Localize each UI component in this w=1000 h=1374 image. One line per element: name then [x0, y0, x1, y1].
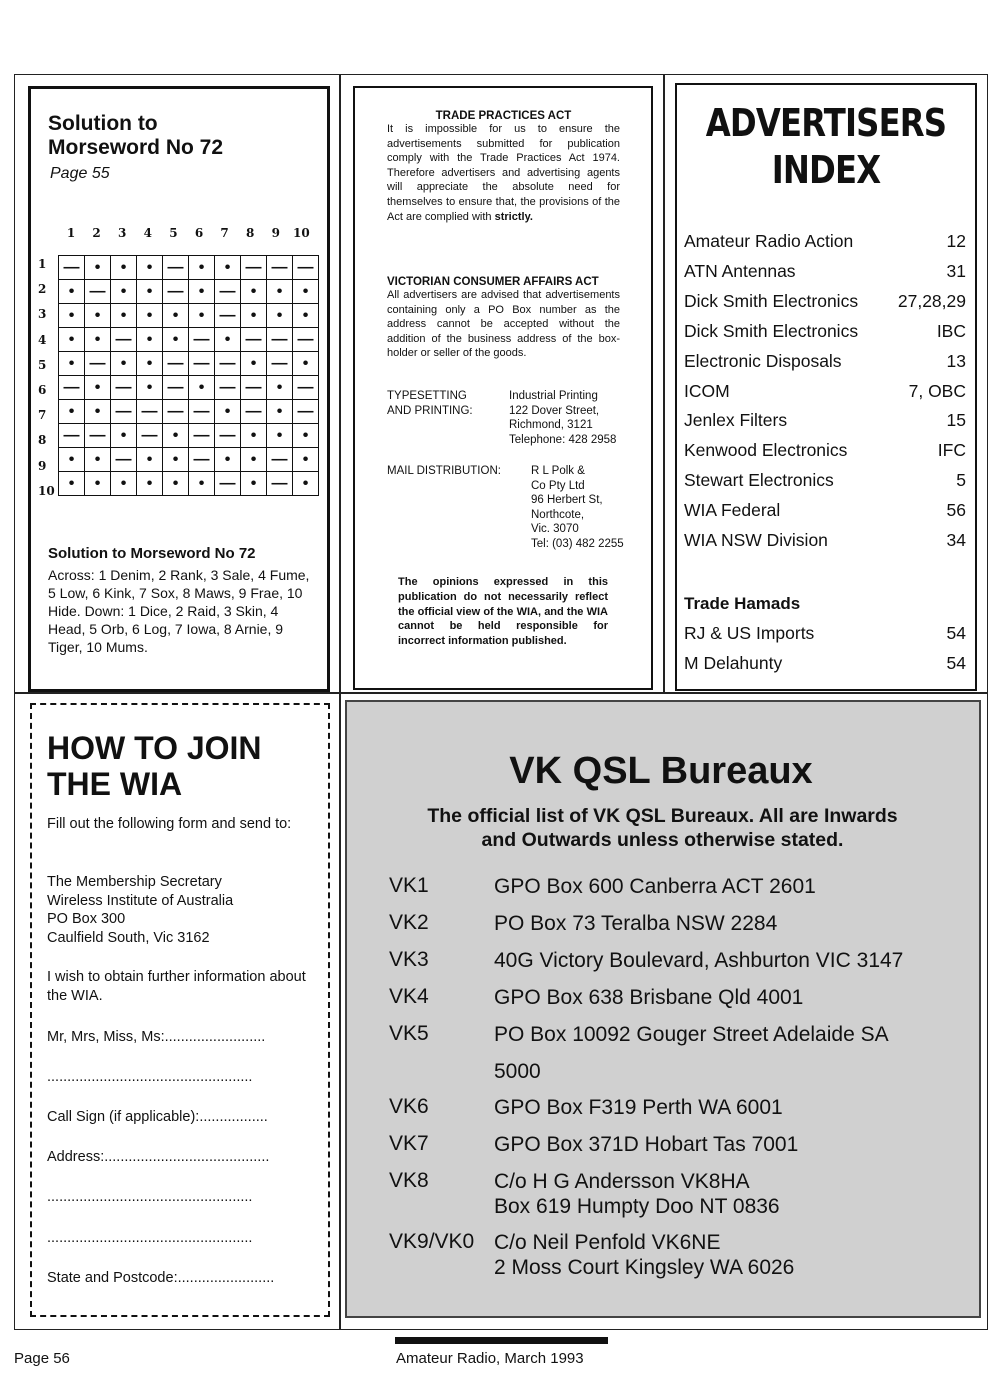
advertiser-name: Amateur Radio Action: [684, 231, 854, 251]
footer-magazine: Amateur Radio, March 1993: [396, 1350, 584, 1367]
grid-row-number: 4: [38, 332, 47, 347]
grid-cell: —: [111, 376, 137, 400]
morseword-page-ref: Page 55: [50, 165, 110, 182]
qsl-callsign-prefix: VK5: [389, 1022, 429, 1045]
qsl-title: VK QSL Bureaux: [509, 750, 813, 792]
grid-cell: —: [215, 376, 241, 400]
grid-cell: —: [85, 424, 111, 448]
footer-page-number: Page 56: [14, 1350, 70, 1367]
grid-cell: —: [241, 376, 267, 400]
grid-cell: •: [59, 328, 85, 352]
name-field-continued[interactable]: ...................................................: [47, 1069, 253, 1085]
grid-col-number: 2: [92, 226, 101, 240]
advertiser-row: [684, 231, 966, 252]
advertiser-name: M Delahunty: [684, 653, 783, 673]
advertiser-name: Dick Smith Electronics: [684, 290, 859, 311]
hamad-row: [684, 653, 966, 674]
grid-row: [59, 448, 319, 472]
consumer-affairs-text: All advertisers are advised that advertisements containing only a PO Box number as the address cannot be accepted without the addition of the business address of the box-holder or seller of the goods.: [387, 289, 620, 360]
grid-cell: •: [59, 400, 85, 424]
mail-line: 96 Herbert St,: [531, 494, 603, 507]
grid-cell: •: [59, 280, 85, 304]
advertiser-name: ICOM: [684, 380, 730, 401]
qsl-address: C/o H G Andersson VK8HA: [494, 1170, 750, 1193]
grid-cell: —: [137, 400, 163, 424]
qsl-callsign-prefix: VK8: [389, 1169, 429, 1192]
grid-col-number: 6: [194, 226, 204, 240]
name-field[interactable]: Mr, Mrs, Miss, Ms:.........................: [47, 1029, 266, 1045]
qsl-address: GPO Box 371D Hobart Tas 7001: [494, 1133, 799, 1156]
grid-cell: —: [163, 280, 189, 304]
grid-cell: •: [137, 328, 163, 352]
grid-cell: —: [189, 424, 215, 448]
grid-cell: —: [293, 376, 319, 400]
qsl-subtitle: The official list of VK QSL Bureaux. All are Inwards and Outwards unless otherwise stated.: [427, 805, 898, 851]
advertiser-row: [684, 291, 966, 312]
qsl-callsign-prefix: VK9/VK0: [389, 1230, 475, 1253]
grid-cell: •: [163, 304, 189, 328]
grid-cell: —: [59, 424, 85, 448]
grid-cell: •: [111, 256, 137, 280]
advertiser-page: 54: [946, 653, 966, 673]
advertiser-page: 34: [946, 530, 966, 550]
advertisers-title: ADVERTISERS INDEX: [705, 101, 947, 192]
grid-cell: —: [215, 472, 241, 496]
grid-cell: •: [163, 424, 189, 448]
trade-hamads-heading: Trade Hamads: [684, 594, 801, 613]
grid-cell: •: [267, 400, 293, 424]
grid-cell: •: [137, 376, 163, 400]
grid-row-number: 9: [38, 458, 47, 473]
advertiser-page: 12: [946, 231, 966, 251]
grid-cell: —: [189, 400, 215, 424]
consumer-affairs-heading: VICTORIAN CONSUMER AFFAIRS ACT: [387, 276, 599, 288]
grid-col-number: 4: [143, 226, 152, 240]
qsl-address: PO Box 73 Teralba NSW 2284: [494, 912, 778, 935]
solution-heading: Solution to Morseword No 72: [48, 545, 256, 562]
grid-cell: •: [293, 448, 319, 472]
grid-cell: •: [293, 472, 319, 496]
mail-address: [531, 464, 624, 552]
grid-row: [59, 424, 319, 448]
grid-row-number: 10: [38, 483, 55, 498]
grid-cell: —: [59, 256, 85, 280]
membership-address-line: Caulfield South, Vic 3162: [47, 929, 210, 946]
join-intro: Fill out the following form and send to:: [47, 816, 292, 832]
grid-row-number: 2: [38, 282, 47, 297]
grid-cell: •: [163, 328, 189, 352]
morseword-grid: [58, 255, 319, 496]
grid-row: [59, 472, 319, 496]
qsl-address: GPO Box 600 Canberra ACT 2601: [494, 875, 816, 898]
trade-practices-heading: TRADE PRACTICES ACT: [435, 110, 572, 122]
grid-cell: —: [189, 352, 215, 376]
mail-line: Co Pty Ltd: [531, 479, 585, 492]
opinion-disclaimer: The opinions expressed in this publication do not necessarily reflect the official view of the WIA, and the WIA cannot be held responsible for incorrect information published.: [398, 576, 608, 648]
grid-cell: •: [59, 352, 85, 376]
grid-cell: •: [267, 304, 293, 328]
grid-cell: —: [163, 400, 189, 424]
grid-cell: •: [85, 448, 111, 472]
grid-cell: •: [241, 472, 267, 496]
qsl-callsign-prefix: VK7: [389, 1132, 429, 1155]
advertiser-page: 15: [946, 410, 966, 431]
grid-cell: •: [189, 280, 215, 304]
grid-row-number: 7: [38, 408, 47, 423]
advertiser-page: IBC: [936, 320, 966, 341]
footer-rule: [395, 1337, 608, 1344]
advertiser-page: 31: [946, 260, 966, 281]
grid-cell: —: [215, 280, 241, 304]
typesetting-line: 122 Dover Street,: [509, 404, 600, 417]
advertiser-row: [684, 440, 966, 461]
advertiser-row: [684, 381, 966, 402]
grid-col-number: 5: [169, 226, 178, 240]
qsl-callsign-prefix: VK4: [389, 985, 429, 1008]
grid-cell: —: [293, 400, 319, 424]
grid-cell: —: [215, 352, 241, 376]
qsl-callsign-prefix: VK1: [389, 874, 429, 897]
advertiser-name: RJ & US Imports: [684, 623, 815, 643]
grid-cell: —: [241, 256, 267, 280]
grid-cell: •: [85, 256, 111, 280]
grid-row-number: 1: [38, 257, 47, 271]
advertiser-name: Dick Smith Electronics: [684, 320, 859, 341]
grid-cell: •: [215, 256, 241, 280]
grid-cell: —: [111, 328, 137, 352]
callsign-field[interactable]: Call Sign (if applicable):.................: [47, 1109, 268, 1125]
grid-cell: —: [85, 280, 111, 304]
join-wish: I wish to obtain further information about the WIA.: [47, 969, 306, 1004]
qsl-callsign-prefix: VK6: [389, 1095, 429, 1118]
qsl-address: GPO Box 638 Brisbane Qld 4001: [494, 986, 804, 1009]
grid-col-number: 8: [246, 226, 255, 240]
grid-cell: •: [137, 280, 163, 304]
grid-row: [59, 304, 319, 328]
grid-cell: •: [137, 472, 163, 496]
typesetting-address: [509, 389, 616, 447]
grid-cell: •: [293, 280, 319, 304]
grid-cell: —: [59, 376, 85, 400]
advertiser-name: WIA Federal: [684, 500, 781, 521]
grid-row: [59, 400, 319, 424]
grid-cell: •: [241, 424, 267, 448]
membership-address-line: PO Box 300: [47, 911, 126, 927]
grid-cell: •: [267, 424, 293, 448]
grid-row: [59, 376, 319, 400]
grid-cell: —: [241, 328, 267, 352]
grid-col-number: 1: [66, 226, 76, 240]
grid-cell: —: [267, 448, 293, 472]
hamad-row: [684, 623, 966, 644]
grid-col-number: 7: [220, 226, 229, 240]
grid-cell: —: [137, 424, 163, 448]
grid-cell: •: [215, 328, 241, 352]
advertiser-row: [684, 261, 966, 282]
grid-cell: •: [85, 376, 111, 400]
qsl-address: PO Box 10092 Gouger Street Adelaide SA: [494, 1023, 889, 1046]
advertiser-row: [684, 530, 966, 551]
grid-cell: —: [267, 352, 293, 376]
mail-line: R L Polk &: [531, 465, 585, 477]
advertiser-name: ATN Antennas: [684, 260, 796, 281]
qsl-address: 2 Moss Court Kingsley WA 6026: [494, 1256, 795, 1279]
grid-cell: •: [85, 472, 111, 496]
grid-cell: •: [111, 352, 137, 376]
grid-col-number: 10: [293, 226, 310, 240]
grid-col-number: 3: [118, 226, 127, 240]
column-divider: [339, 74, 341, 1330]
advertiser-page: 54: [946, 623, 966, 643]
advertiser-page: 56: [946, 500, 966, 521]
grid-cell: •: [59, 472, 85, 496]
grid-cell: •: [241, 352, 267, 376]
grid-cell: —: [241, 400, 267, 424]
grid-cell: —: [293, 328, 319, 352]
grid-row: [59, 352, 319, 376]
grid-cell: —: [163, 376, 189, 400]
membership-address-line: Wireless Institute of Australia: [47, 892, 234, 909]
grid-cell: •: [137, 256, 163, 280]
typesetting-line: Telephone: 428 2958: [509, 433, 617, 446]
mail-line: Tel: (03) 482 2255: [531, 537, 624, 550]
advertiser-page: 27,28,29: [897, 290, 966, 311]
advertiser-row: [684, 351, 966, 372]
grid-cell: •: [241, 448, 267, 472]
address-field-line-3[interactable]: ...................................................: [47, 1230, 253, 1246]
grid-cell: •: [111, 472, 137, 496]
qsl-address: 40G Victory Boulevard, Ashburton VIC 3147: [494, 949, 904, 972]
grid-cell: —: [189, 328, 215, 352]
grid-row: [59, 256, 319, 280]
qsl-address: GPO Box F319 Perth WA 6001: [494, 1096, 783, 1119]
advertiser-page: IFC: [937, 440, 966, 461]
address-field[interactable]: Address:.........................................: [47, 1149, 270, 1165]
advertiser-row: [684, 410, 966, 431]
grid-cell: •: [111, 424, 137, 448]
grid-row: [59, 280, 319, 304]
grid-cell: •: [137, 448, 163, 472]
grid-cell: —: [215, 304, 241, 328]
grid-cell: •: [85, 304, 111, 328]
advertiser-row: [684, 470, 966, 491]
grid-cell: •: [85, 328, 111, 352]
grid-cell: —: [163, 352, 189, 376]
advertiser-page: 5: [956, 470, 966, 491]
grid-cell: —: [267, 472, 293, 496]
grid-cell: •: [85, 400, 111, 424]
grid-cell: •: [293, 352, 319, 376]
grid-row: [59, 328, 319, 352]
grid-cell: •: [267, 280, 293, 304]
advertiser-page: 7, OBC: [908, 380, 966, 401]
join-title: HOW TO JOIN THE WIA: [47, 730, 262, 802]
qsl-address: C/o Neil Penfold VK6NE: [494, 1231, 721, 1254]
mail-line: Vic. 3070: [531, 523, 579, 536]
grid-cell: •: [293, 424, 319, 448]
grid-row-number: 3: [38, 307, 47, 322]
typesetting-label: TYPESETTING AND PRINTING:: [387, 390, 473, 417]
grid-cell: •: [59, 448, 85, 472]
advertiser-name: WIA NSW Division: [684, 530, 828, 550]
solution-text: Across: 1 Denim, 2 Rank, 3 Sale, 4 Fume, 5 Low, 6 Kink, 7 Sox, 8 Maws, 9 Frae, 10 Hide. Down: 1 Dice, 2 Raid, 3 Skin, 4 Head, 5 Orb, 6 Log, 7 Iowa, 8 Arnie, 9 Tiger, 10 Mums.: [48, 567, 310, 655]
grid-cell: •: [163, 472, 189, 496]
mail-label: MAIL DISTRIBUTION:: [387, 465, 501, 477]
grid-cell: •: [267, 376, 293, 400]
grid-cell: —: [215, 424, 241, 448]
column-divider: [663, 74, 665, 692]
qsl-callsign-prefix: VK2: [389, 911, 429, 934]
grid-cell: •: [137, 304, 163, 328]
grid-cell: •: [189, 304, 215, 328]
typesetting-line: Industrial Printing: [509, 390, 598, 402]
grid-cell: •: [59, 304, 85, 328]
grid-row-number: 6: [38, 383, 47, 397]
grid-cell: —: [163, 256, 189, 280]
advertiser-name: Jenlex Filters: [684, 410, 788, 431]
row-divider: [14, 692, 988, 694]
grid-cell: —: [85, 352, 111, 376]
grid-cell: •: [189, 376, 215, 400]
grid-cell: •: [215, 448, 241, 472]
trade-practices-section: [387, 110, 620, 224]
advertiser-name: Kenwood Electronics: [684, 440, 848, 461]
advertiser-name: Stewart Electronics: [684, 470, 834, 491]
membership-address-line: The Membership Secretary: [47, 874, 222, 890]
grid-cell: —: [189, 448, 215, 472]
mail-line: Northcote,: [531, 508, 585, 521]
advertiser-row: [684, 500, 966, 521]
trade-practices-text: It is impossible for us to ensure the advertisements submitted for publication comply with the Trade Practices Act 1974. Therefore advertisers and advertising agents will appreciate the absolute need for themselves to ensure that, the provisions of the Act are complied with strictly.: [387, 123, 620, 223]
advertiser-page: 13: [946, 350, 966, 371]
advertiser-name: Electronic Disposals: [684, 350, 842, 371]
grid-cell: —: [293, 256, 319, 280]
grid-cell: •: [137, 352, 163, 376]
typesetting-line: Richmond, 3121: [509, 419, 593, 432]
grid-cell: —: [267, 256, 293, 280]
qsl-callsign-prefix: VK3: [389, 948, 429, 971]
grid-cell: •: [241, 280, 267, 304]
qsl-address: Box 619 Humpty Doo NT 0836: [494, 1195, 780, 1218]
grid-cell: —: [111, 400, 137, 424]
grid-cell: •: [111, 280, 137, 304]
grid-row-number: 8: [38, 433, 47, 448]
advertiser-row: [684, 321, 966, 342]
grid-cell: •: [293, 304, 319, 328]
consumer-affairs-section: [387, 276, 620, 361]
grid-row-number: 5: [38, 357, 47, 372]
join-address: [47, 873, 315, 947]
grid-col-number: 9: [271, 226, 280, 240]
qsl-address: 5000: [494, 1060, 541, 1083]
address-field-line-2[interactable]: ...................................................: [47, 1189, 253, 1205]
morseword-title: Solution to Morseword No 72: [48, 112, 224, 159]
grid-cell: —: [111, 448, 137, 472]
state-postcode-field[interactable]: State and Postcode:........................: [47, 1270, 275, 1286]
grid-cell: •: [189, 472, 215, 496]
grid-cell: •: [189, 256, 215, 280]
grid-cell: •: [241, 304, 267, 328]
grid-cell: •: [215, 400, 241, 424]
grid-cell: •: [163, 448, 189, 472]
grid-cell: —: [267, 328, 293, 352]
grid-cell: •: [111, 304, 137, 328]
